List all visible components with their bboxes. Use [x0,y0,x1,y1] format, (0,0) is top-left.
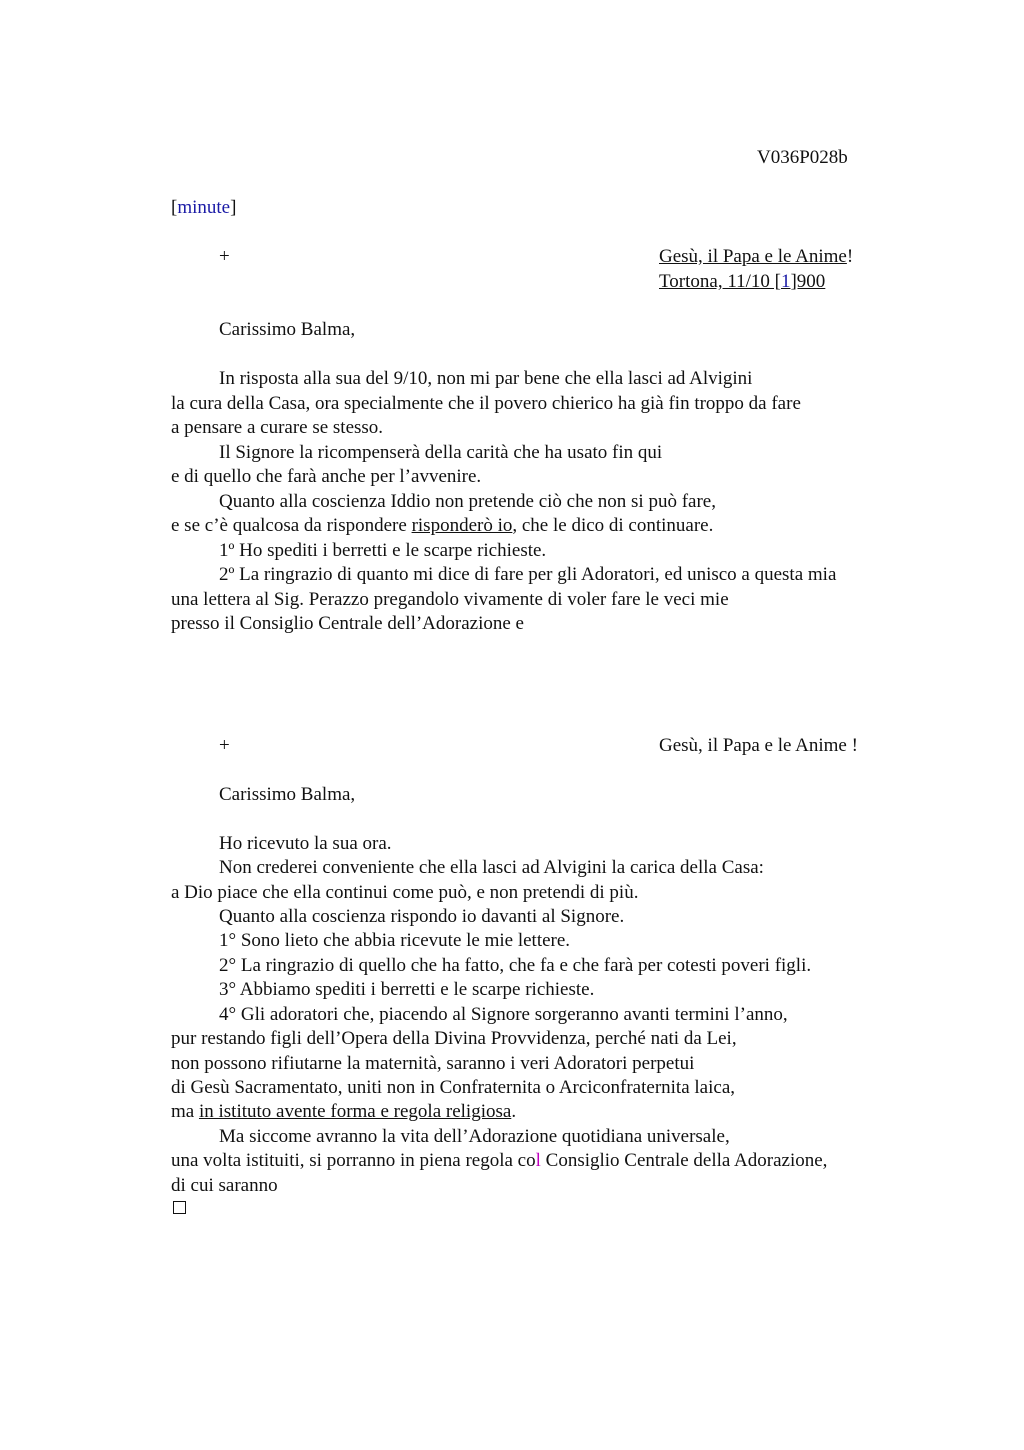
draft2-final-line2 [171,1149,827,1173]
draft1-item2-line2: una lettera al Sig. Perazzo pregandolo vivamente di voler fare le veci mie [171,589,729,610]
minute-bracket-close: ] [230,197,237,218]
underlined-phrase: risponderò io [411,515,513,536]
dateline-part: ]900 [790,271,826,292]
draft1-item1: 1º Ho spediti i berretti e le scarpe richieste. [219,540,547,561]
draft2-salutation: Carissimo Balma, [219,784,356,805]
dateline-editorial-digit: 1 [780,271,791,292]
text-run: Consiglio Centrale della Adorazione, [540,1150,828,1171]
draft2-item4-line3: non possono rifiutarne la maternità, saranno i veri Adoratori perpetui [171,1053,695,1074]
text-run: ma [171,1101,199,1122]
draft2-item4-line4: di Gesù Sacramentato, uniti non in Confraternita o Arciconfraternita laica, [171,1077,735,1098]
draft2-line4: Quanto alla coscienza rispondo io davanti al Signore. [219,906,625,927]
draft2-line2: Non crederei conveniente che ella lasci ad Alvigini la carica della Casa: [219,857,764,878]
text-run: . [511,1101,517,1122]
draft1-p1-line3: a pensare a curare se stesso. [171,417,384,438]
draft1-p3-line2 [171,514,713,538]
draft1-p3-line1: Quanto alla coscienza Iddio non pretende ciò che non si può fare, [219,491,716,512]
text-run: e se c’è qualcosa da rispondere [171,515,412,536]
draft2-item2: 2° La ringrazio di quello che ha fatto, che fa e che farà per cotesti poveri figli. [219,955,812,976]
draft1-motto [659,245,853,269]
draft2-line3: a Dio piace che ella continui come può, e non pretendi di più. [171,882,639,903]
draft1-cross: + [219,246,230,267]
draft2-item1: 1° Sono lieto che abbia ricevute le mie lettere. [219,930,571,951]
draft2-item4-line1: 4° Gli adoratori che, piacendo al Signore sorgeranno avanti termini l’anno, [219,1004,788,1025]
draft1-dateline [659,270,825,294]
end-box-symbol [173,1201,186,1214]
draft1-p2-line1: Il Signore la ricompenserà della carità che ha usato fin qui [219,442,663,463]
text-run: , che le dico di continuare. [512,515,714,536]
text-run: una volta istituiti, si porranno in piena regola co [171,1150,536,1171]
draft2-final-line3: di cui saranno [171,1175,278,1196]
draft1-item2-line1: 2º La ringrazio di quanto mi dice di fare per gli Adoratori, ed unisco a questa mia [219,564,837,585]
minute-label: minute [177,197,231,218]
highlighted-letter: l [535,1150,541,1171]
minute-bracket-open: [ [171,197,178,218]
draft1-p1-line2: la cura della Casa, ora specialmente che il povero chierico ha già fin troppo da fare [171,393,801,414]
minute-note [171,196,236,220]
dateline-part: Tortona, 11/10 [ [659,271,781,292]
draft1-motto-text: Gesù, il Papa e le Anime [659,246,847,267]
draft2-item4-line5 [171,1100,516,1124]
document-id: V036P028b [757,147,848,168]
draft2-item4-line2: pur restando figli dell’Opera della Divina Provvidenza, perché nati da Lei, [171,1028,737,1049]
draft2-item3: 3° Abbiamo spediti i berretti e le scarpe richieste. [219,979,595,1000]
draft1-salutation: Carissimo Balma, [219,319,356,340]
draft2-cross: + [219,735,230,756]
draft1-p1-line1: In risposta alla sua del 9/10, non mi par bene che ella lasci ad Alvigini [219,368,753,389]
draft2-motto: Gesù, il Papa e le Anime ! [659,735,858,756]
draft2-line1: Ho ricevuto la sua ora. [219,833,392,854]
draft1-motto-end: ! [846,246,854,267]
draft2-final-line1: Ma siccome avranno la vita dell’Adorazione quotidiana universale, [219,1126,730,1147]
draft1-item2-line3: presso il Consiglio Centrale dell’Adorazione e [171,613,524,634]
underlined-phrase: in istituto avente forma e regola religiosa [198,1101,512,1122]
draft1-p2-line2: e di quello che farà anche per l’avvenire. [171,466,482,487]
